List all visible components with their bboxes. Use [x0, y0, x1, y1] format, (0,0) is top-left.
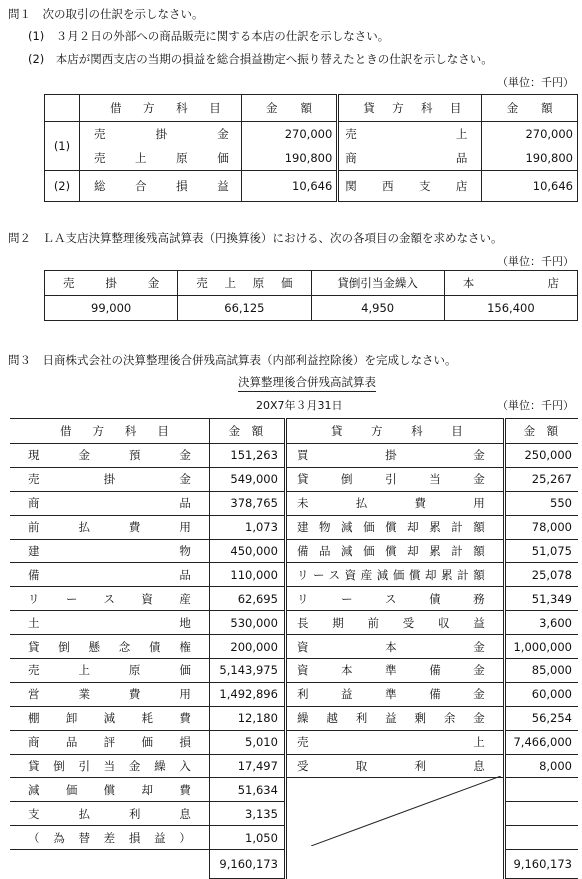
q3-debit-amount: 51,634 — [209, 778, 285, 802]
q1-credit-amount: 270,000 — [525, 127, 573, 141]
q1-header-row — [45, 95, 578, 122]
q3-row — [10, 444, 578, 468]
q2-header-row — [45, 271, 578, 296]
q3-credit-account: 貸倒引当金 — [285, 467, 504, 491]
q3-table-title: 決算整理後合併残高試算表 — [238, 374, 376, 392]
q3-credit-amount: 25,267 — [504, 467, 578, 491]
q3-debit-account: （為替差損益） — [10, 826, 209, 850]
q1-row-no: (1) — [45, 122, 80, 171]
q3-credit-account: 買掛金 — [285, 444, 504, 468]
q3-credit-account: 建物減価償却累計額 — [285, 515, 504, 539]
q3-debit-account: 備品 — [10, 563, 209, 587]
q3-credit-amount: 51,075 — [504, 539, 578, 563]
q1-credit-amount: 10,646 — [482, 171, 578, 202]
q3-credit-amount: 56,254 — [504, 706, 578, 730]
q3-credit-amount: 3,600 — [504, 611, 578, 635]
q3-title: 問３ 日商株式会社の決算整理後合併残高試算表（内部利益控除後）を完成しなさい。 — [8, 353, 457, 367]
q3-row — [10, 730, 578, 754]
q1-credit-account: 商品 — [338, 146, 482, 171]
q3-credit-account: 繰越利益剰余金 — [285, 706, 504, 730]
q3-credit-amount: 60,000 — [504, 682, 578, 706]
q3-row — [10, 706, 578, 730]
q3-row — [10, 587, 578, 611]
q1-credit-account: 売上 — [338, 122, 482, 147]
q3-header-credit: 貸方科目 — [285, 419, 504, 444]
q3-credit-amount — [504, 802, 578, 826]
q2-header-item: 貸倒引当金繰入 — [311, 271, 444, 296]
q3-debit-amount: 5,143,975 — [209, 659, 285, 683]
q3-debit-amount: 200,000 — [209, 635, 285, 659]
q3-credit-account: 資本金 — [285, 635, 504, 659]
q3-debit-account: 前払費用 — [10, 515, 209, 539]
q3-credit-amount: 7,466,000 — [504, 730, 578, 754]
q2-unit: （単位：千円） — [497, 255, 574, 268]
q1-debit-amount: 270,000 — [241, 122, 338, 147]
q1-debit-account: 総合損益 — [79, 171, 241, 202]
q1-debit-account: 売上原価 — [79, 146, 241, 171]
q3-debit-account: 貸倒引当金繰入 — [10, 754, 209, 778]
q1-debit-amount: 190,800 — [241, 146, 338, 171]
q3-credit-amount: 78,000 — [504, 515, 578, 539]
q1-row — [45, 146, 578, 171]
q3-credit-amount: 51,349 — [504, 587, 578, 611]
q1-credit-account: 関西支店 — [338, 171, 482, 202]
q3-debit-amount: 110,000 — [209, 563, 285, 587]
q3-row — [10, 515, 578, 539]
q3-row — [10, 611, 578, 635]
q3-row — [10, 754, 578, 778]
q1-unit: （単位：千円） — [497, 76, 574, 89]
q1-credit-amount: 190,800 — [525, 151, 573, 165]
q3-debit-amount: 450,000 — [209, 539, 285, 563]
q1-row — [45, 171, 578, 202]
q3-debit-account: 棚卸減耗費 — [10, 706, 209, 730]
q1-item-2: (2) 本店が関西支店の当期の損益を総合損益勘定へ振り替えたときの仕訳を示しなさい。 — [28, 52, 493, 66]
q3-debit-amount: 12,180 — [209, 706, 285, 730]
q3-credit-account: 受取利息 — [285, 754, 504, 778]
q2-value: 66,125 — [178, 296, 311, 321]
q3-debit-account: 支払利息 — [10, 802, 209, 826]
q3-header-debit-amount: 金 額 — [209, 419, 285, 444]
q3-debit-account: 商品評価損 — [10, 730, 209, 754]
q3-debit-account: リース資産 — [10, 587, 209, 611]
q2-value: 99,000 — [45, 296, 178, 321]
q3-header-row — [10, 419, 578, 444]
q3-debit-amount: 378,765 — [209, 491, 285, 515]
q1-row — [45, 122, 578, 147]
q2-value: 4,950 — [311, 296, 444, 321]
q1-journal-table — [44, 94, 578, 202]
q2-header-item: 売上原価 — [178, 271, 311, 296]
q3-row — [10, 563, 578, 587]
q3-header-debit: 借方科目 — [10, 419, 209, 444]
q3-debit-account: 現金預金 — [10, 444, 209, 468]
q1-header-debit: 借方科目 — [79, 95, 241, 122]
q3-credit-account: リース債務 — [285, 587, 504, 611]
q3-debit-account: 売掛金 — [10, 467, 209, 491]
q3-debit-amount: 530,000 — [209, 611, 285, 635]
q3-debit-account: 減価償却費 — [10, 778, 209, 802]
q3-credit-account: 未払費用 — [285, 491, 504, 515]
q3-credit-account: 資本準備金 — [285, 659, 504, 683]
q3-total-row — [10, 850, 578, 879]
q3-total-credit: 9,160,173 — [504, 850, 578, 879]
q1-item-1: (1) ３月２日の外部への商品販売に関する本店の仕訳を示しなさい。 — [28, 29, 390, 43]
q2-value-row — [45, 296, 578, 321]
q1-header-credit: 貸方科目 — [338, 95, 482, 122]
q3-header-credit-amount: 金 額 — [504, 419, 578, 444]
q3-credit-amount: 25,078 — [504, 563, 578, 587]
q1-debit-account: 売掛金 — [79, 122, 241, 147]
q3-debit-account: 商品 — [10, 491, 209, 515]
q1-header-no — [45, 95, 80, 122]
q3-credit-amount — [504, 826, 578, 850]
q3-credit-amount: 550 — [504, 491, 578, 515]
q3-credit-account: 売上 — [285, 730, 504, 754]
q3-row — [10, 659, 578, 683]
q1-title: 問１ 次の取引の仕訳を示しなさい。 — [8, 7, 204, 21]
q2-header-item: 本店 — [444, 271, 577, 296]
q3-total-debit: 9,160,173 — [209, 850, 285, 879]
q3-debit-account: 営業費用 — [10, 682, 209, 706]
q3-row — [10, 635, 578, 659]
q3-credit-account: 備品減価償却累計額 — [285, 539, 504, 563]
q3-credit-amount: 8,000 — [504, 754, 578, 778]
q3-row — [10, 467, 578, 491]
q3-debit-amount: 151,263 — [209, 444, 285, 468]
q2-answer-table — [44, 270, 578, 321]
q1-header-debit-amount: 金 額 — [241, 95, 338, 122]
q3-debit-amount: 1,492,896 — [209, 682, 285, 706]
q3-row — [10, 682, 578, 706]
q3-debit-amount: 5,010 — [209, 730, 285, 754]
q3-debit-amount: 62,695 — [209, 587, 285, 611]
q3-debit-amount: 17,497 — [209, 754, 285, 778]
q3-debit-amount: 3,135 — [209, 802, 285, 826]
q3-debit-amount: 549,000 — [209, 467, 285, 491]
q3-debit-amount: 1,073 — [209, 515, 285, 539]
q3-credit-account: 利益準備金 — [285, 682, 504, 706]
q3-unit: （単位：千円） — [497, 399, 574, 412]
q2-title: 問２ ＬＡ支店決算整理後残高試算表（円換算後）における、次の各項目の金額を求めなさい。 — [8, 231, 503, 245]
q3-empty-cell-diagonal — [311, 776, 501, 846]
q3-credit-account: リース資産減価償却累計額 — [285, 563, 504, 587]
q3-credit-amount: 1,000,000 — [504, 635, 578, 659]
q3-credit-amount: 85,000 — [504, 659, 578, 683]
q2-value: 156,400 — [487, 301, 535, 315]
q1-row-no: (2) — [45, 171, 80, 202]
q3-debit-account: 売上原価 — [10, 659, 209, 683]
q3-credit-account: 長期前受収益 — [285, 611, 504, 635]
q1-debit-amount: 10,646 — [241, 171, 338, 202]
q3-debit-amount: 1,050 — [209, 826, 285, 850]
q3-row — [10, 491, 578, 515]
q3-debit-account: 貸倒懸念債権 — [10, 635, 209, 659]
q3-total-blank — [10, 850, 209, 879]
q3-credit-amount: 250,000 — [504, 444, 578, 468]
q1-header-credit-amount: 金 額 — [482, 95, 578, 122]
q3-debit-account: 土地 — [10, 611, 209, 635]
q3-total-blank — [285, 850, 504, 879]
q3-row — [10, 539, 578, 563]
q3-credit-amount — [504, 778, 578, 802]
q2-header-item: 売掛金 — [45, 271, 178, 296]
q3-debit-account: 建物 — [10, 539, 209, 563]
q3-date: 20X7年３月31日 — [256, 399, 343, 412]
